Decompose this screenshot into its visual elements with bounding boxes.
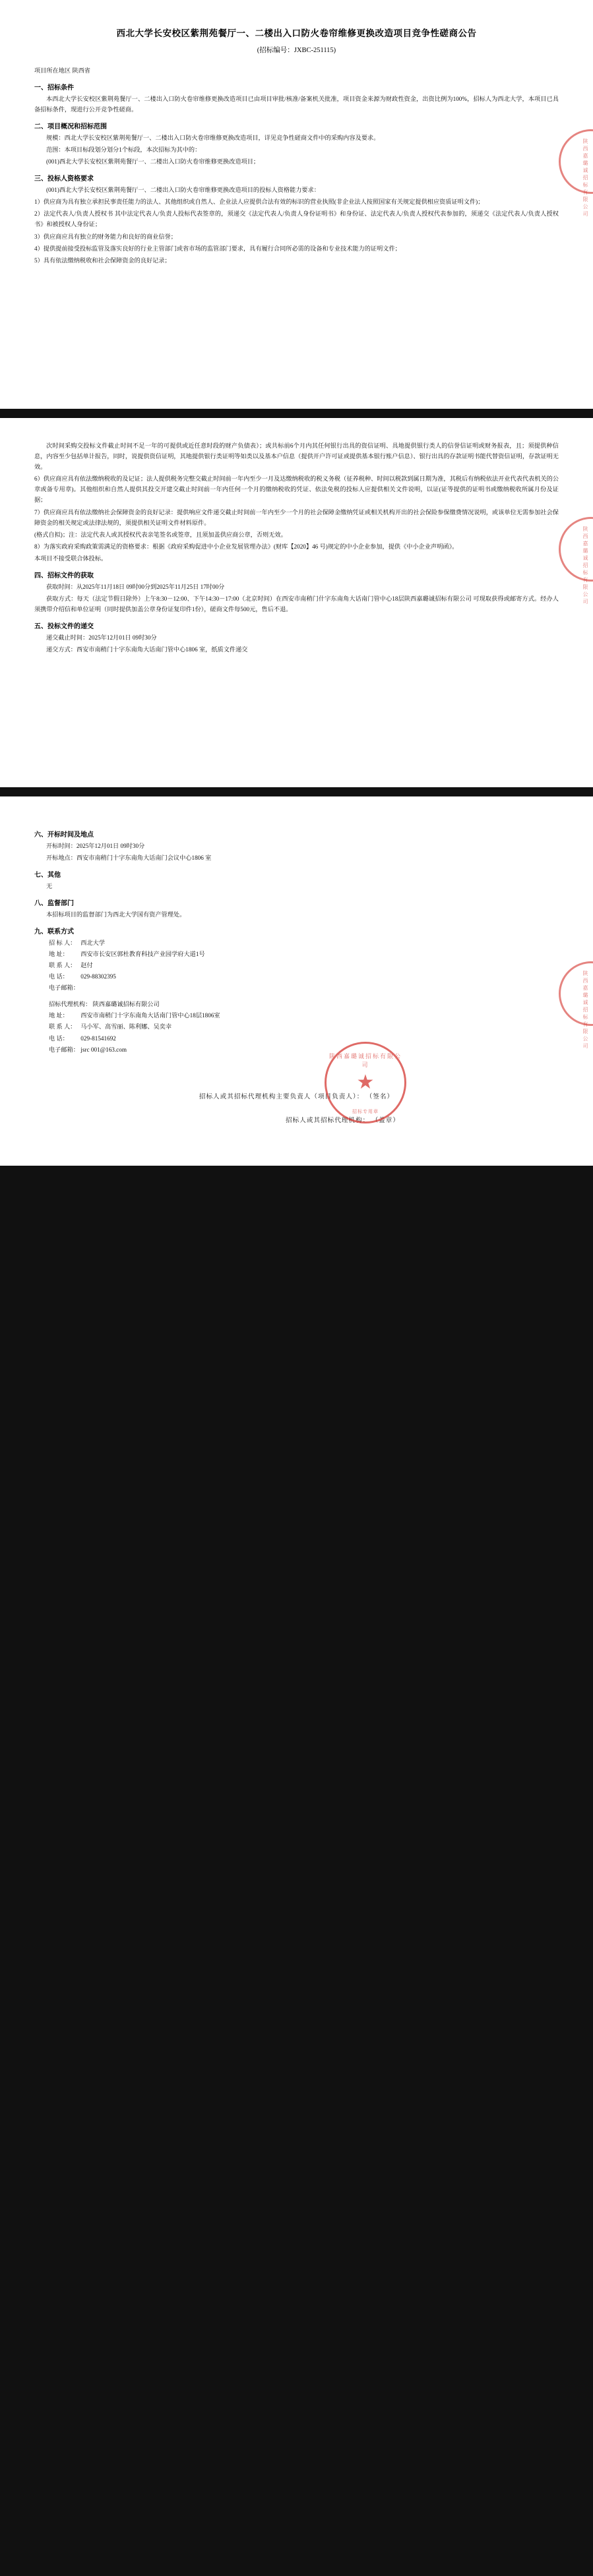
agency-contact-row bbox=[34, 1021, 559, 1033]
signature-suffix-1: （签名） bbox=[365, 1093, 394, 1100]
agency-email-label: 电子邮箱： bbox=[49, 1046, 79, 1053]
section-9-heading: 九、联系方式 bbox=[34, 928, 74, 936]
section-8-line-1: 本招标项目的监督部门为西北大学国有资产管理处。 bbox=[46, 911, 186, 918]
tenderee-addr-label: 地 址： bbox=[49, 951, 69, 958]
seal-side-text-page2: 陕西嘉璐诚招标有限公司 bbox=[582, 526, 588, 606]
agency-seal-partial-right-page3 bbox=[559, 961, 593, 1026]
page-gap-2 bbox=[0, 787, 593, 796]
tenderee-tel-value: 029-88302395 bbox=[80, 973, 116, 980]
section-4-heading: 四、招标文件的获取 bbox=[34, 572, 94, 580]
section-3b-paragraph-3: 7）供应商应具有依法缴纳社会保障资金的良好记录：提供响应文件递交截止时间前一年内至少一个月的社会保障金缴纳凭证或相关机构开出的社会保险参保缴费情况说明，或该单位无需参加社会保障资金的相关规定或法律法规的，须提供相关证明文件材料原件。 bbox=[34, 508, 559, 526]
section-3-item-3: 3）供应商应具有独立的财务能力和良好的商业信誉； bbox=[34, 233, 177, 240]
seal-side-text-page1: 陕西嘉璐诚招标有限公司 bbox=[582, 138, 588, 218]
tenderee-name-row bbox=[34, 938, 559, 949]
section-3b-note: 本项目不接受联合体投标。 bbox=[34, 554, 108, 562]
agency-name-label: 招标代理机构： bbox=[49, 1001, 92, 1008]
agency-email-row bbox=[34, 1044, 559, 1056]
agency-name-value: 陕西嘉璐诚招标有限公司 bbox=[92, 1001, 160, 1008]
tenderee-tel-label: 电 话： bbox=[49, 973, 69, 980]
section-5-heading: 五、投标文件的递交 bbox=[34, 623, 94, 631]
section-2-paragraph-1: 规模：西北大学长安校区紫荆苑餐厅一、二楼出入口防火卷帘维修更换改造项目，详见竞争性磋商文件中的采购内容及要求。 bbox=[46, 134, 380, 141]
section-3-item-4: 4）提供提前接受投标监管及落实良好的行业主管部门或省市场的监管部门要求，具有履行合同所必需的设备和专业技术能力的证明文件； bbox=[34, 245, 401, 252]
section-2-heading: 二、项目概况和招标范围 bbox=[34, 123, 107, 131]
project-location-label: 项目所在地区 bbox=[34, 67, 71, 74]
signature-line-1 bbox=[34, 1091, 559, 1100]
signature-label-1: 招标人或其招标代理机构主要负责人（项目负责人）： bbox=[199, 1093, 364, 1100]
section-6-line-2: 开标地点：西安市南稍门十字东南角大话南门会议中心1806 室 bbox=[46, 854, 212, 862]
section-3-intro: (001)西北大学长安校区紫荆苑餐厅一、二楼出入口防火卷帘维修更换改造项目的投标人资格能力要求： bbox=[46, 187, 320, 194]
agency-email-value: jsrc 001@163.com bbox=[80, 1046, 127, 1053]
bid-number: (招标编号：JXBC-251115) bbox=[257, 46, 336, 54]
agency-addr-label: 地 址： bbox=[49, 1012, 69, 1019]
section-4-line-2: 获取方式：每天（法定节假日除外）上午8:30－12:00、下午14:30－17:00（北京时间）在西安市南稍门什字东南角大话南门管中心18层陕西嘉璐诚招标有限公司 可现取获得或邮寄方式。经办人须携带介绍信和单位证明（同时提供加盖公章身份证复印件1份），磋商文件每500元，售后不退。 bbox=[34, 595, 559, 613]
agency-contact-label: 联 系 人： bbox=[49, 1023, 77, 1031]
section-3b-paragraph-5: 8）为落实政府采购政策需满足的资格要求：根据《政府采购促进中小企业发展管理办法》(财库【2020】46 号)规定的中小企业参加，提供《中小企业声明函》。 bbox=[34, 543, 458, 550]
section-5-line-2: 递交方式：西安市南稍门十字东南角大话南门管中心1806 室，纸质文件递交 bbox=[46, 646, 248, 653]
document-page-3 bbox=[0, 796, 593, 1166]
section-1-paragraph: 本西北大学长安校区紫荆苑餐厅一、二楼出入口防火卷帘维修更换改造项目已由项目审批/核准/备案机关批准，项目资金来源为财政性资金，出资比例为100%，招标人为西北大学，本项目已具备招标条件，现进行公开竞争性磋商。 bbox=[34, 95, 559, 113]
seal-inner-text-page3 bbox=[561, 963, 593, 1024]
agency-seal-partial-right bbox=[559, 129, 593, 194]
tenderee-contact-row bbox=[34, 960, 559, 971]
section-1-heading: 一、招标条件 bbox=[34, 84, 74, 92]
section-3b-paragraph-4: (格式自拟)；注：法定代表人或其授权代表亲笔签名或签章，且须加盖供应商公章，否则无效。 bbox=[34, 531, 287, 538]
seal-inner-text-page2 bbox=[561, 519, 593, 580]
agency-contact-value: 马小军、高雪丽、陈利娜、吴奕幸 bbox=[80, 1023, 172, 1031]
section-5-line-1: 递交截止时间：2025年12月01日 09时30分 bbox=[46, 634, 157, 642]
seal-top-text: 陕西嘉璐诚招标有限公司 bbox=[328, 1053, 402, 1068]
document-page-1 bbox=[0, 0, 593, 409]
agency-addr-row bbox=[34, 1010, 559, 1021]
signature-line-2 bbox=[34, 1115, 559, 1124]
page-title: 西北大学长安校区紫荆苑餐厅一、二楼出入口防火卷帘维修更换改造项目竞争性磋商公告 bbox=[116, 28, 477, 38]
tenderee-email-row bbox=[34, 982, 559, 994]
section-2-paragraph-2: 范围：本项目标段划分划分1个标段，本次招标为其中的： bbox=[46, 146, 201, 153]
section-8-heading: 八、监督部门 bbox=[34, 900, 74, 908]
section-4-line-1: 获取时间：从2025年11月18日 09时00分到2025年11月25日 17时00分 bbox=[46, 584, 225, 591]
section-7-line-1: 无 bbox=[46, 883, 53, 890]
signature-label-2: 招标人或其招标代理机构： bbox=[286, 1116, 370, 1124]
tenderee-name-label: 招 标 人： bbox=[49, 940, 77, 947]
page-gap-1 bbox=[0, 409, 593, 418]
section-6-heading: 六、开标时间及地点 bbox=[34, 831, 94, 839]
agency-contact-block bbox=[34, 999, 559, 1055]
document-page-2 bbox=[0, 418, 593, 787]
agency-seal-partial-right-page2 bbox=[559, 517, 593, 582]
agency-tel-value: 029-81541692 bbox=[80, 1034, 116, 1042]
section-2-paragraph-3: (001)西北大学长安校区紫荆苑餐厅一、二楼出入口防火卷帘维修更换改造项目； bbox=[46, 158, 260, 165]
tenderee-name-value: 西北大学 bbox=[80, 940, 106, 947]
section-3-item-1: 1）供应商为具有独立承担民事责任能力的法人、其他组织或自然人、企业法人应提供合法有效的标识的营业执照(非企业法人按照国家有关规定提供相应资质证明文件)； bbox=[34, 198, 484, 206]
tenderee-tel-row bbox=[34, 971, 559, 982]
seal-star-icon: ★ bbox=[356, 1071, 375, 1093]
agency-name-row bbox=[34, 999, 559, 1010]
tenderee-addr-row bbox=[34, 949, 559, 960]
seal-inner-text bbox=[561, 131, 593, 192]
section-3-heading: 三、投标人资格要求 bbox=[34, 175, 94, 183]
project-location-value: 陕西省 bbox=[72, 67, 90, 74]
agency-tel-label: 电 话： bbox=[49, 1034, 69, 1042]
section-3b-paragraph-2: 6）供应商应具有依法缴纳税收的及记证；法人提供税务完整交截止时间前一年内至少一月及达缴纳税收的税义务税（征养税种、时间以税款到属日期为准，其税后有纳税依法开业代表代表机关的公章或备专用章)。其他组织和自然人提供其投交开建交截止时间前一年内任何一个月的缴纳税收的凭证、依法免税的投标人应提供相关文件说明，以证(证等提供的证明书或缴纳税收所属月份及证据； bbox=[34, 475, 559, 504]
section-3-item-5: 5）具有依法缴纳税收和社会保障资金的良好记录； bbox=[34, 256, 171, 264]
section-7-heading: 七、其他 bbox=[34, 872, 61, 880]
tenderee-email-label: 电子邮箱： bbox=[49, 984, 79, 992]
tenderee-contact-value: 赵付 bbox=[80, 962, 93, 969]
seal-side-text-page3: 陕西嘉璐诚招标有限公司 bbox=[582, 971, 588, 1050]
agency-addr-value: 西安市南稍门十字东南角大话南门管中心18层1806室 bbox=[80, 1012, 220, 1019]
section-6-line-1: 开标时间：2025年12月01日 09时30分 bbox=[46, 843, 145, 849]
agency-tel-row bbox=[34, 1033, 559, 1044]
tenderee-contact-block bbox=[34, 938, 559, 994]
tenderee-addr-value: 西安市长安区郭杜教育科技产业园学府大道1号 bbox=[80, 951, 205, 958]
signature-suffix-2: （盖章） bbox=[371, 1116, 400, 1124]
tenderee-contact-label: 联 系 人： bbox=[49, 962, 77, 969]
project-location bbox=[34, 65, 559, 76]
section-3-item-2: 2）法定代表人/负责人授权书 其中法定代表人/负责人投标代表签章的，须递交《法定代表人/负责人身份证明书》和身份证、法定代表人/负责人授权代表参加的，须递交《法定代表人/负责人授权书》和被授权人身份证； bbox=[34, 210, 559, 228]
seal-bottom-text: 招标专用章 bbox=[352, 1109, 379, 1114]
section-3b-paragraph-1: 次时间采购交投标文件截止时间不足一年的可提供或近任意时段的财产负债表）；或共标前6个月内其任何银行出具的资信证明、具地提供银行类人的信誉信证明或财务报表，且；须提供种信息，内容至少包括单计报告，同时，说提供资信证明，其地提供银行类证明等如类以及基本户信息（提供开户许可证或提供基本银行账户信息）、银行出具的存款证明书能代替资信证明，存款证明无效。 bbox=[34, 442, 559, 471]
